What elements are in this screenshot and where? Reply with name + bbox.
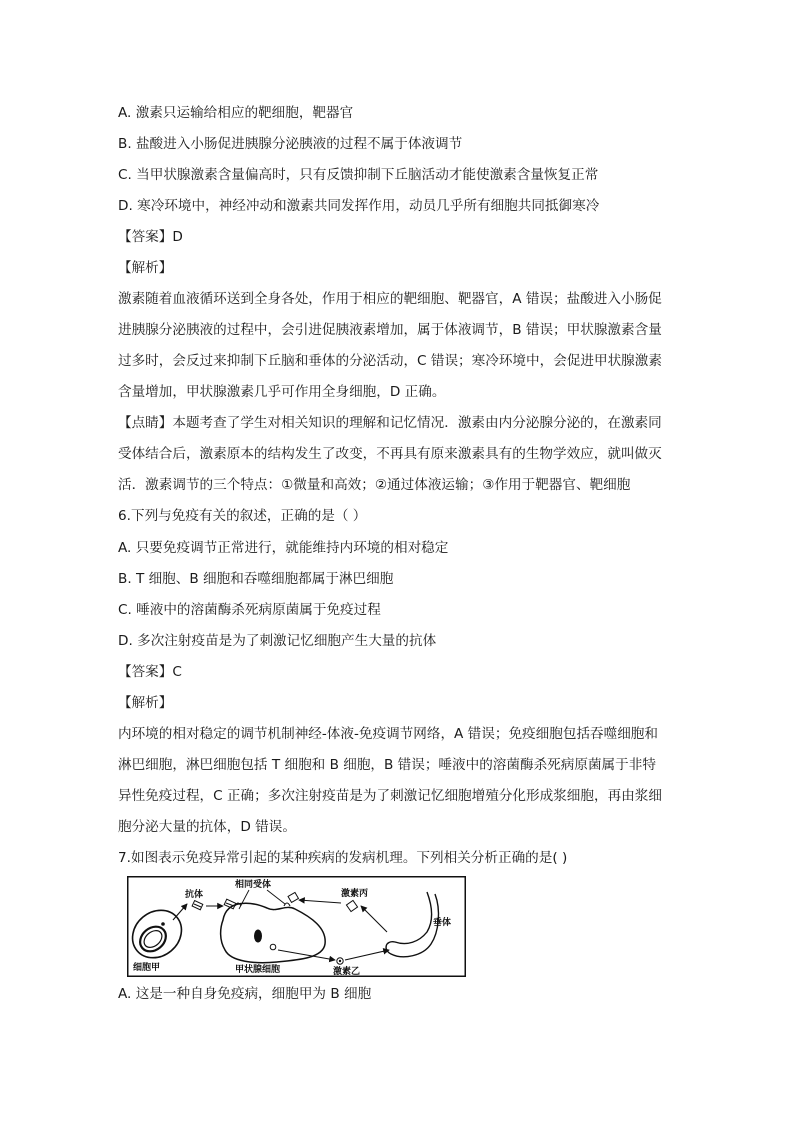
- thyroid-cell-shape: [221, 903, 326, 962]
- tip-line: 受体结合后，激素原本的结构发生了改变，不再具有原来激素具有的生物学效应，就叫做灭: [118, 446, 662, 462]
- question-7-stem: 7.如图表示免疫异常引起的某种疾病的发病机理。下列相关分析正确的是( ): [118, 850, 568, 866]
- option-d: D. 寒冷环境中，神经冲动和激素共同发挥作用，动员几乎所有细胞共同抵御寒冷: [118, 198, 600, 214]
- option-d: D. 多次注射疫苗是为了刺激记忆细胞产生大量的抗体: [118, 633, 437, 649]
- analysis-line: 内环境的相对稳定的调节机制神经-体液-免疫调节网络，A 错误；免疫细胞包括吞噬细胞和: [118, 726, 658, 742]
- bound-hormone-c-icon: [288, 892, 298, 902]
- analysis-line: 过多时，会反过来抑制下丘脑和垂体的分泌活动，C 错误；寒冷环境中，会促进甲状腺激素: [118, 353, 662, 369]
- nucleus: [254, 930, 262, 943]
- pituitary-shape: [386, 892, 438, 957]
- arrow-cell-to-antibody: [173, 904, 187, 920]
- antibody-icon: [192, 901, 203, 910]
- antibody-label: 抗体: [185, 890, 204, 900]
- option-a: A. 只要免疫调节正常进行，就能维持内环境的相对稳定: [118, 540, 449, 556]
- hormone-b-icon: [337, 958, 343, 964]
- option-a: A. 激素只运输给相应的靶细胞，靶器官: [118, 105, 354, 121]
- hormone-b-source: [270, 944, 276, 950]
- option-b: B. 盐酸进入小肠促进胰腺分泌胰液的过程不属于体液调节: [118, 136, 463, 152]
- option-b: B. T 细胞、B 细胞和吞噬细胞都属于淋巴细胞: [118, 571, 394, 587]
- question-6-stem: 6.下列与免疫有关的叙述，正确的是（ ）: [118, 508, 367, 524]
- hormone-c-label: 激素丙: [341, 889, 369, 899]
- answer-label: 【答案】D: [118, 229, 183, 245]
- option-c: C. 唾液中的溶菌酶杀死病原菌属于免疫过程: [118, 602, 381, 618]
- same-receptor-label: 相同受体: [235, 880, 272, 890]
- cell-a-label: 细胞甲: [133, 963, 161, 973]
- analysis-label: 【解析】: [118, 260, 173, 276]
- receptor-pointer-right: [267, 890, 285, 904]
- option-c: C. 当甲状腺激素含量偏高时，只有反馈抑制下丘脑活动才能使激素含量恢复正常: [118, 167, 599, 183]
- analysis-label: 【解析】: [118, 695, 173, 711]
- analysis-line: 含量增加，甲状腺激素几乎可作用全身细胞，D 正确。: [118, 384, 446, 400]
- arrow-pituitary-to-hormone-c: [361, 906, 387, 932]
- answer-label: 【答案】C: [118, 664, 182, 680]
- diagram-frame: [128, 877, 466, 977]
- thyroid-cell-label: 甲状腺细胞: [235, 965, 281, 975]
- tip-line: 活．激素调节的三个特点：①微量和高效；②通过体液运输；③作用于靶器官、靶细胞: [118, 477, 631, 493]
- arrow-hormone-c-to-receptor: [299, 900, 341, 903]
- pituitary-label: 垂体: [433, 918, 452, 928]
- analysis-line: 胞分泌大量的抗体，D 错误。: [118, 819, 296, 835]
- analysis-line: 异性免疫过程，C 正确；多次注射疫苗是为了刺激记忆细胞增殖分化形成浆细胞，再由浆细: [118, 788, 662, 804]
- option-a: A. 这是一种自身免疫病，细胞甲为 B 细胞: [118, 986, 372, 1002]
- analysis-line: 淋巴细胞，淋巴细胞包括 T 细胞和 B 细胞，B 错误；唾液中的溶菌酶杀死病原菌属于非特: [118, 757, 656, 773]
- hormone-b-label: 激素乙: [333, 967, 361, 977]
- immune-disease-diagram: [127, 876, 466, 977]
- analysis-line: 激素随着血液循环送到全身各处，作用于相应的靶细胞、靶器官，A 错误；盐酸进入小肠促: [118, 291, 662, 307]
- analysis-line: 进胰腺分泌胰液的过程中，会引进促胰液素增加，属于体液调节，B 错误；甲状腺激素含量: [118, 322, 662, 338]
- tip-line: 【点睛】本题考查了学生对相关知识的理解和记忆情况．激素由内分泌腺分泌的，在激素同: [118, 415, 662, 431]
- hormone-c-icon: [346, 900, 357, 911]
- arrow-hormone-b-to-pituitary: [345, 950, 389, 960]
